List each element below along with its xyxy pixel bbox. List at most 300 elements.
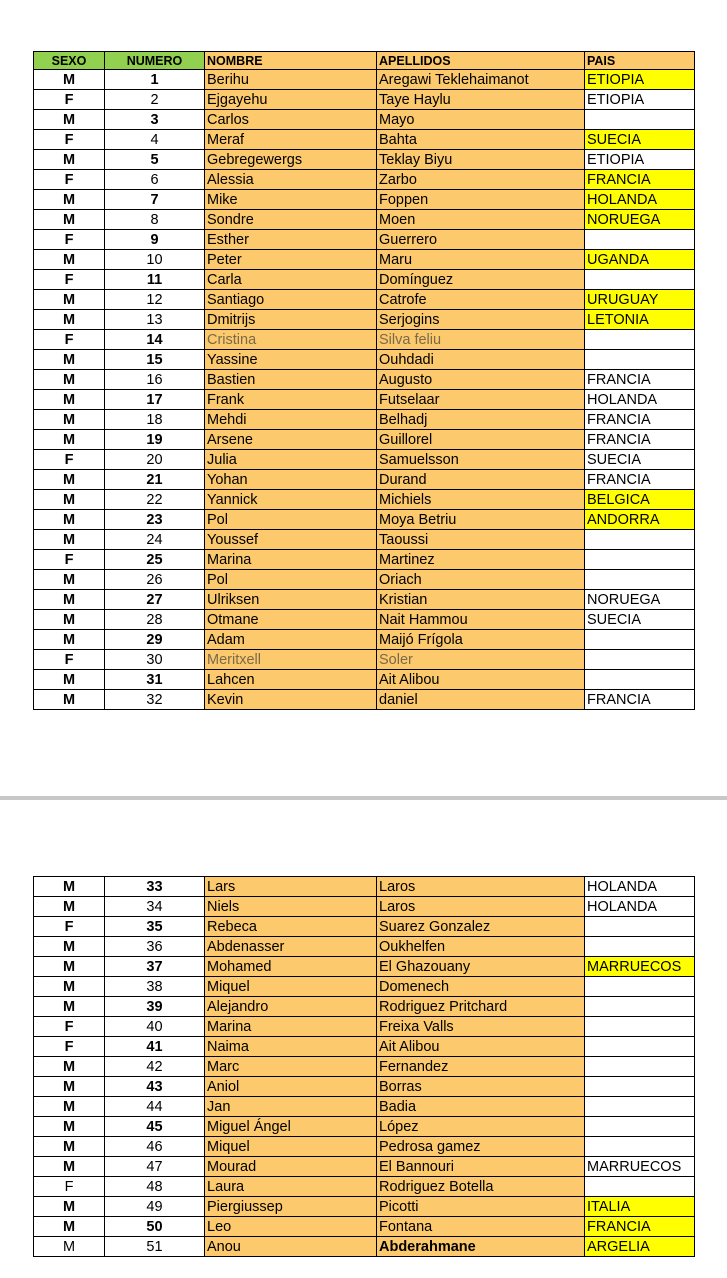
cell-numero: 39 — [105, 997, 205, 1017]
cell-sexo: M — [34, 1237, 105, 1257]
cell-apellidos: Guillorel — [377, 430, 585, 450]
cell-nombre: Esther — [205, 230, 377, 250]
cell-nombre: Yassine — [205, 350, 377, 370]
cell-sexo: M — [34, 350, 105, 370]
cell-pais — [585, 270, 695, 290]
cell-apellidos: Martinez — [377, 550, 585, 570]
cell-apellidos: Badia — [377, 1097, 585, 1117]
table-row — [34, 310, 695, 330]
cell-pais — [585, 670, 695, 690]
cell-pais: ITALIA — [585, 1197, 695, 1217]
cell-nombre: Miquel — [205, 1137, 377, 1157]
cell-pais — [585, 1177, 695, 1197]
cell-sexo: F — [34, 1037, 105, 1057]
cell-nombre: Carla — [205, 270, 377, 290]
cell-numero: 11 — [105, 270, 205, 290]
cell-nombre: Meritxell — [205, 650, 377, 670]
cell-pais — [585, 630, 695, 650]
cell-numero: 36 — [105, 937, 205, 957]
cell-pais: NORUEGA — [585, 210, 695, 230]
cell-sexo: F — [34, 550, 105, 570]
cell-numero: 25 — [105, 550, 205, 570]
table-row — [34, 90, 695, 110]
cell-apellidos: Borras — [377, 1077, 585, 1097]
table-row — [34, 110, 695, 130]
cell-sexo: F — [34, 90, 105, 110]
cell-pais: FRANCIA — [585, 370, 695, 390]
cell-apellidos: Durand — [377, 470, 585, 490]
cell-apellidos: daniel — [377, 690, 585, 710]
cell-sexo: F — [34, 330, 105, 350]
cell-nombre: Alejandro — [205, 997, 377, 1017]
cell-apellidos: Nait Hammou — [377, 610, 585, 630]
table-row — [34, 490, 695, 510]
cell-nombre: Carlos — [205, 110, 377, 130]
cell-numero: 43 — [105, 1077, 205, 1097]
cell-nombre: Aniol — [205, 1077, 377, 1097]
cell-sexo: M — [34, 877, 105, 897]
cell-numero: 46 — [105, 1137, 205, 1157]
cell-pais: ARGELIA — [585, 1237, 695, 1257]
cell-pais — [585, 350, 695, 370]
cell-numero: 31 — [105, 670, 205, 690]
cell-pais: URUGUAY — [585, 290, 695, 310]
cell-numero: 33 — [105, 877, 205, 897]
table-row — [34, 530, 695, 550]
cell-apellidos: Oukhelfen — [377, 937, 585, 957]
cell-apellidos: El Ghazouany — [377, 957, 585, 977]
cell-sexo: M — [34, 1077, 105, 1097]
cell-numero: 48 — [105, 1177, 205, 1197]
cell-apellidos: López — [377, 1117, 585, 1137]
cell-apellidos: Domenech — [377, 977, 585, 997]
table-row — [34, 610, 695, 630]
cell-pais — [585, 1137, 695, 1157]
cell-pais — [585, 230, 695, 250]
cell-nombre: Naima — [205, 1037, 377, 1057]
cell-pais — [585, 1077, 695, 1097]
cell-nombre: Marc — [205, 1057, 377, 1077]
cell-numero: 22 — [105, 490, 205, 510]
cell-pais: HOLANDA — [585, 877, 695, 897]
cell-sexo: M — [34, 190, 105, 210]
cell-pais: ETIOPIA — [585, 150, 695, 170]
cell-sexo: M — [34, 150, 105, 170]
cell-pais — [585, 977, 695, 997]
cell-sexo: F — [34, 130, 105, 150]
table-row — [34, 130, 695, 150]
table-row — [34, 917, 695, 937]
cell-nombre: Miguel Ángel — [205, 1117, 377, 1137]
cell-numero: 27 — [105, 590, 205, 610]
cell-apellidos: Rodriguez Pritchard — [377, 997, 585, 1017]
cell-apellidos: Mayo — [377, 110, 585, 130]
cell-pais: SUECIA — [585, 610, 695, 630]
cell-sexo: M — [34, 1117, 105, 1137]
cell-sexo: M — [34, 610, 105, 630]
cell-pais: BELGICA — [585, 490, 695, 510]
cell-numero: 17 — [105, 390, 205, 410]
cell-numero: 30 — [105, 650, 205, 670]
cell-sexo: M — [34, 410, 105, 430]
cell-apellidos: Laros — [377, 897, 585, 917]
cell-sexo: M — [34, 897, 105, 917]
cell-numero: 2 — [105, 90, 205, 110]
cell-pais: LETONIA — [585, 310, 695, 330]
cell-nombre: Berihu — [205, 70, 377, 90]
cell-apellidos: Rodriguez Botella — [377, 1177, 585, 1197]
table-row — [34, 1037, 695, 1057]
cell-nombre: Yohan — [205, 470, 377, 490]
cell-pais — [585, 550, 695, 570]
cell-numero: 45 — [105, 1117, 205, 1137]
cell-pais — [585, 1037, 695, 1057]
cell-apellidos: Moen — [377, 210, 585, 230]
cell-nombre: Peter — [205, 250, 377, 270]
cell-nombre: Laura — [205, 1177, 377, 1197]
table-row — [34, 670, 695, 690]
cell-pais — [585, 570, 695, 590]
cell-sexo: M — [34, 690, 105, 710]
cell-apellidos: Moya Betriu — [377, 510, 585, 530]
cell-numero: 38 — [105, 977, 205, 997]
table-row — [34, 1237, 695, 1257]
cell-nombre: Anou — [205, 1237, 377, 1257]
cell-apellidos: Suarez Gonzalez — [377, 917, 585, 937]
table-row — [34, 410, 695, 430]
cell-pais — [585, 1017, 695, 1037]
cell-nombre: Rebeca — [205, 917, 377, 937]
cell-apellidos: Oriach — [377, 570, 585, 590]
cell-sexo: M — [34, 470, 105, 490]
cell-apellidos: Zarbo — [377, 170, 585, 190]
cell-apellidos: Bahta — [377, 130, 585, 150]
cell-nombre: Lahcen — [205, 670, 377, 690]
cell-sexo: M — [34, 1197, 105, 1217]
page-divider — [0, 796, 727, 800]
cell-nombre: Frank — [205, 390, 377, 410]
cell-nombre: Yannick — [205, 490, 377, 510]
cell-pais — [585, 1117, 695, 1137]
cell-nombre: Mehdi — [205, 410, 377, 430]
cell-pais: FRANCIA — [585, 470, 695, 490]
table-row — [34, 250, 695, 270]
cell-sexo: F — [34, 170, 105, 190]
table-row — [34, 630, 695, 650]
cell-sexo: M — [34, 590, 105, 610]
table-row — [34, 150, 695, 170]
cell-numero: 1 — [105, 70, 205, 90]
cell-pais: HOLANDA — [585, 897, 695, 917]
cell-sexo: M — [34, 70, 105, 90]
cell-pais: HOLANDA — [585, 390, 695, 410]
header-pais: PAIS — [585, 52, 695, 70]
cell-apellidos: Laros — [377, 877, 585, 897]
table-row — [34, 937, 695, 957]
cell-numero: 18 — [105, 410, 205, 430]
cell-sexo: M — [34, 1157, 105, 1177]
cell-sexo: F — [34, 450, 105, 470]
cell-numero: 8 — [105, 210, 205, 230]
cell-pais: FRANCIA — [585, 170, 695, 190]
cell-apellidos: Teklay Biyu — [377, 150, 585, 170]
table-row — [34, 690, 695, 710]
cell-numero: 20 — [105, 450, 205, 470]
cell-sexo: M — [34, 670, 105, 690]
table-row — [34, 1157, 695, 1177]
cell-apellidos: Ait Alibou — [377, 1037, 585, 1057]
cell-pais — [585, 1097, 695, 1117]
cell-numero: 42 — [105, 1057, 205, 1077]
table-row — [34, 450, 695, 470]
table-row — [34, 650, 695, 670]
cell-nombre: Ulriksen — [205, 590, 377, 610]
cell-pais: HOLANDA — [585, 190, 695, 210]
table-row — [34, 1057, 695, 1077]
table-row — [34, 590, 695, 610]
cell-sexo: M — [34, 1217, 105, 1237]
header-numero: NUMERO — [105, 52, 205, 70]
cell-sexo: M — [34, 250, 105, 270]
table-row — [34, 290, 695, 310]
cell-numero: 3 — [105, 110, 205, 130]
cell-apellidos: Silva feliu — [377, 330, 585, 350]
cell-nombre: Otmane — [205, 610, 377, 630]
cell-pais: ANDORRA — [585, 510, 695, 530]
cell-nombre: Sondre — [205, 210, 377, 230]
cell-numero: 9 — [105, 230, 205, 250]
cell-sexo: M — [34, 110, 105, 130]
cell-apellidos: Domínguez — [377, 270, 585, 290]
table-row — [34, 957, 695, 977]
table-row — [34, 897, 695, 917]
table-row — [34, 270, 695, 290]
cell-sexo: F — [34, 650, 105, 670]
table-row — [34, 330, 695, 350]
cell-apellidos: Pedrosa gamez — [377, 1137, 585, 1157]
cell-pais: FRANCIA — [585, 1217, 695, 1237]
table-row — [34, 230, 695, 250]
cell-apellidos: Maru — [377, 250, 585, 270]
cell-numero: 28 — [105, 610, 205, 630]
cell-sexo: M — [34, 977, 105, 997]
cell-numero: 14 — [105, 330, 205, 350]
cell-pais: UGANDA — [585, 250, 695, 270]
cell-nombre: Niels — [205, 897, 377, 917]
roster-table-1 — [33, 51, 695, 710]
cell-apellidos: Samuelsson — [377, 450, 585, 470]
cell-apellidos: Ait Alibou — [377, 670, 585, 690]
cell-sexo: F — [34, 230, 105, 250]
cell-numero: 47 — [105, 1157, 205, 1177]
table-row — [34, 350, 695, 370]
cell-nombre: Marina — [205, 1017, 377, 1037]
cell-nombre: Mourad — [205, 1157, 377, 1177]
cell-nombre: Dmitrijs — [205, 310, 377, 330]
cell-sexo: M — [34, 210, 105, 230]
cell-sexo: F — [34, 917, 105, 937]
cell-numero: 35 — [105, 917, 205, 937]
cell-numero: 7 — [105, 190, 205, 210]
cell-numero: 51 — [105, 1237, 205, 1257]
table-row — [34, 390, 695, 410]
cell-pais: FRANCIA — [585, 690, 695, 710]
cell-sexo: M — [34, 1057, 105, 1077]
cell-apellidos: Abderahmane — [377, 1237, 585, 1257]
cell-sexo: M — [34, 997, 105, 1017]
cell-numero: 32 — [105, 690, 205, 710]
cell-apellidos: Soler — [377, 650, 585, 670]
cell-apellidos: Serjogins — [377, 310, 585, 330]
table-row — [34, 190, 695, 210]
cell-pais — [585, 997, 695, 1017]
cell-sexo: M — [34, 530, 105, 550]
cell-nombre: Bastien — [205, 370, 377, 390]
cell-numero: 40 — [105, 1017, 205, 1037]
cell-pais — [585, 530, 695, 550]
cell-numero: 5 — [105, 150, 205, 170]
cell-sexo: F — [34, 1177, 105, 1197]
cell-sexo: M — [34, 510, 105, 530]
cell-numero: 21 — [105, 470, 205, 490]
cell-nombre: Youssef — [205, 530, 377, 550]
cell-nombre: Piergiussep — [205, 1197, 377, 1217]
cell-numero: 15 — [105, 350, 205, 370]
cell-sexo: M — [34, 310, 105, 330]
cell-nombre: Kevin — [205, 690, 377, 710]
header-sexo: SEXO — [34, 52, 105, 70]
cell-nombre: Julia — [205, 450, 377, 470]
table-row — [34, 1117, 695, 1137]
cell-sexo: M — [34, 490, 105, 510]
cell-apellidos: Foppen — [377, 190, 585, 210]
cell-nombre: Alessia — [205, 170, 377, 190]
cell-sexo: M — [34, 370, 105, 390]
cell-pais: ETIOPIA — [585, 70, 695, 90]
table-row — [34, 370, 695, 390]
cell-numero: 13 — [105, 310, 205, 330]
table-row — [34, 70, 695, 90]
cell-apellidos: Futselaar — [377, 390, 585, 410]
cell-apellidos: El Bannouri — [377, 1157, 585, 1177]
cell-numero: 37 — [105, 957, 205, 977]
cell-pais: SUECIA — [585, 450, 695, 470]
table-row — [34, 1217, 695, 1237]
table-row — [34, 1197, 695, 1217]
cell-nombre: Mike — [205, 190, 377, 210]
cell-numero: 12 — [105, 290, 205, 310]
cell-numero: 24 — [105, 530, 205, 550]
cell-pais — [585, 1057, 695, 1077]
cell-apellidos: Fernandez — [377, 1057, 585, 1077]
cell-nombre: Adam — [205, 630, 377, 650]
cell-apellidos: Aregawi Teklehaimanot — [377, 70, 585, 90]
cell-sexo: F — [34, 270, 105, 290]
cell-nombre: Marina — [205, 550, 377, 570]
cell-numero: 19 — [105, 430, 205, 450]
cell-nombre: Abdenasser — [205, 937, 377, 957]
cell-pais: FRANCIA — [585, 410, 695, 430]
cell-apellidos: Freixa Valls — [377, 1017, 585, 1037]
cell-apellidos: Michiels — [377, 490, 585, 510]
cell-pais: ETIOPIA — [585, 90, 695, 110]
cell-apellidos: Picotti — [377, 1197, 585, 1217]
cell-sexo: M — [34, 430, 105, 450]
cell-sexo: M — [34, 630, 105, 650]
cell-pais: SUECIA — [585, 130, 695, 150]
cell-sexo: M — [34, 1097, 105, 1117]
cell-nombre: Meraf — [205, 130, 377, 150]
cell-apellidos: Fontana — [377, 1217, 585, 1237]
cell-pais: MARRUECOS — [585, 1157, 695, 1177]
table-row — [34, 510, 695, 530]
roster-table-2 — [33, 876, 695, 1257]
cell-numero: 44 — [105, 1097, 205, 1117]
cell-sexo: M — [34, 390, 105, 410]
table-row — [34, 877, 695, 897]
cell-nombre: Gebregewergs — [205, 150, 377, 170]
cell-numero: 6 — [105, 170, 205, 190]
cell-nombre: Jan — [205, 1097, 377, 1117]
cell-sexo: M — [34, 1137, 105, 1157]
table-row — [34, 1177, 695, 1197]
cell-apellidos: Taye Haylu — [377, 90, 585, 110]
cell-numero: 34 — [105, 897, 205, 917]
cell-numero: 10 — [105, 250, 205, 270]
cell-nombre: Leo — [205, 1217, 377, 1237]
cell-numero: 23 — [105, 510, 205, 530]
cell-apellidos: Taoussi — [377, 530, 585, 550]
cell-nombre: Santiago — [205, 290, 377, 310]
cell-nombre: Mohamed — [205, 957, 377, 977]
cell-nombre: Cristina — [205, 330, 377, 350]
cell-sexo: F — [34, 1017, 105, 1037]
cell-pais — [585, 917, 695, 937]
cell-nombre: Arsene — [205, 430, 377, 450]
cell-apellidos: Ouhdadi — [377, 350, 585, 370]
table-row — [34, 1077, 695, 1097]
table-row — [34, 1017, 695, 1037]
cell-pais — [585, 330, 695, 350]
cell-apellidos: Catrofe — [377, 290, 585, 310]
table-row — [34, 570, 695, 590]
cell-apellidos: Kristian — [377, 590, 585, 610]
cell-numero: 29 — [105, 630, 205, 650]
cell-nombre: Lars — [205, 877, 377, 897]
table-row — [34, 210, 695, 230]
cell-apellidos: Belhadj — [377, 410, 585, 430]
table-row — [34, 977, 695, 997]
table-row — [34, 997, 695, 1017]
cell-sexo: M — [34, 290, 105, 310]
table-row — [34, 550, 695, 570]
cell-nombre: Ejgayehu — [205, 90, 377, 110]
table-row — [34, 470, 695, 490]
cell-apellidos: Augusto — [377, 370, 585, 390]
cell-numero: 49 — [105, 1197, 205, 1217]
cell-apellidos: Guerrero — [377, 230, 585, 250]
cell-sexo: M — [34, 570, 105, 590]
table-header-row — [34, 52, 695, 70]
cell-nombre: Pol — [205, 510, 377, 530]
table-row — [34, 170, 695, 190]
header-nombre: NOMBRE — [205, 52, 377, 70]
cell-pais — [585, 937, 695, 957]
cell-numero: 50 — [105, 1217, 205, 1237]
table-row — [34, 1097, 695, 1117]
table-row — [34, 430, 695, 450]
cell-nombre: Miquel — [205, 977, 377, 997]
